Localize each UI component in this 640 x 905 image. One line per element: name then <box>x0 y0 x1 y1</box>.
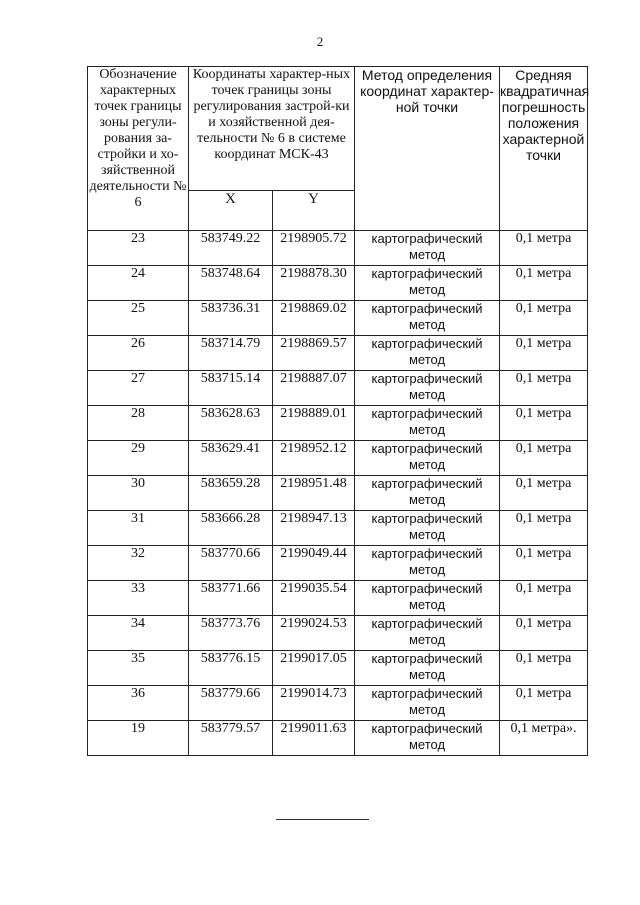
point-cell: 32 <box>88 546 189 581</box>
y-coordinate-cell: 2199035.54 <box>273 581 355 616</box>
header-method: Метод определения координат характер-ной точки <box>355 67 500 231</box>
table-row <box>88 336 588 371</box>
x-coordinate-cell: 583714.79 <box>189 336 273 371</box>
point-cell: 24 <box>88 266 189 301</box>
table-row <box>88 266 588 301</box>
method-cell: картографический метод <box>355 651 500 686</box>
page-number: 2 <box>316 34 324 49</box>
method-cell: картографический метод <box>355 371 500 406</box>
accuracy-cell: 0,1 метра <box>500 266 588 301</box>
point-cell: 25 <box>88 301 189 336</box>
point-cell: 26 <box>88 336 189 371</box>
y-coordinate-cell: 2198947.13 <box>273 511 355 546</box>
table-row <box>88 581 588 616</box>
footer-divider <box>276 819 369 820</box>
method-cell: картографический метод <box>355 406 500 441</box>
accuracy-cell: 0,1 метра». <box>500 721 588 756</box>
table-row <box>88 441 588 476</box>
method-cell: картографический метод <box>355 266 500 301</box>
y-coordinate-cell: 2198951.48 <box>273 476 355 511</box>
accuracy-cell: 0,1 метра <box>500 476 588 511</box>
x-coordinate-cell: 583748.64 <box>189 266 273 301</box>
table-row <box>88 721 588 756</box>
method-cell: картографический метод <box>355 511 500 546</box>
y-coordinate-cell: 2198869.57 <box>273 336 355 371</box>
y-coordinate-cell: 2198878.30 <box>273 266 355 301</box>
header-coordinates: Координаты характер-ных точек границы зоны регулирования застрой-ки и хозяйственной дея-тельности № 6 в системе координат МСК-43 <box>189 67 355 191</box>
accuracy-cell: 0,1 метра <box>500 546 588 581</box>
y-coordinate-cell: 2199014.73 <box>273 686 355 721</box>
point-cell: 36 <box>88 686 189 721</box>
method-cell: картографический метод <box>355 616 500 651</box>
method-cell: картографический метод <box>355 581 500 616</box>
header-point-designation: Обозначение характерных точек границы зоны регули-рования за-стройки и хо-зяйственной деятельности № 6 <box>88 67 189 231</box>
x-coordinate-cell: 583770.66 <box>189 546 273 581</box>
point-cell: 19 <box>88 721 189 756</box>
table-row <box>88 406 588 441</box>
method-cell: картографический метод <box>355 686 500 721</box>
x-coordinate-cell: 583779.57 <box>189 721 273 756</box>
table-row <box>88 546 588 581</box>
method-cell: картографический метод <box>355 441 500 476</box>
y-coordinate-cell: 2198869.02 <box>273 301 355 336</box>
point-cell: 34 <box>88 616 189 651</box>
x-coordinate-cell: 583779.66 <box>189 686 273 721</box>
table-row <box>88 476 588 511</box>
x-coordinate-cell: 583776.15 <box>189 651 273 686</box>
point-cell: 33 <box>88 581 189 616</box>
x-coordinate-cell: 583771.66 <box>189 581 273 616</box>
point-cell: 29 <box>88 441 189 476</box>
method-cell: картографический метод <box>355 336 500 371</box>
table-row <box>88 651 588 686</box>
accuracy-cell: 0,1 метра <box>500 371 588 406</box>
y-coordinate-cell: 2198905.72 <box>273 231 355 266</box>
y-coordinate-cell: 2198889.01 <box>273 406 355 441</box>
point-cell: 28 <box>88 406 189 441</box>
method-cell: картографический метод <box>355 476 500 511</box>
accuracy-cell: 0,1 метра <box>500 511 588 546</box>
method-cell: картографический метод <box>355 721 500 756</box>
accuracy-cell: 0,1 метра <box>500 686 588 721</box>
y-coordinate-cell: 2199017.05 <box>273 651 355 686</box>
table-row <box>88 686 588 721</box>
accuracy-cell: 0,1 метра <box>500 231 588 266</box>
x-coordinate-cell: 583629.41 <box>189 441 273 476</box>
y-coordinate-cell: 2198952.12 <box>273 441 355 476</box>
point-cell: 35 <box>88 651 189 686</box>
x-coordinate-cell: 583666.28 <box>189 511 273 546</box>
accuracy-cell: 0,1 метра <box>500 651 588 686</box>
point-cell: 30 <box>88 476 189 511</box>
x-coordinate-cell: 583773.76 <box>189 616 273 651</box>
x-coordinate-cell: 583749.22 <box>189 231 273 266</box>
coordinates-table <box>87 66 588 756</box>
accuracy-cell: 0,1 метра <box>500 616 588 651</box>
point-cell: 23 <box>88 231 189 266</box>
table-row <box>88 371 588 406</box>
y-coordinate-cell: 2199024.53 <box>273 616 355 651</box>
accuracy-cell: 0,1 метра <box>500 336 588 371</box>
table-row <box>88 231 588 266</box>
method-cell: картографический метод <box>355 546 500 581</box>
y-coordinate-cell: 2199049.44 <box>273 546 355 581</box>
table-row <box>88 301 588 336</box>
header-accuracy: Средняя квадратичная погрешность положения характерной точки <box>500 67 588 231</box>
accuracy-cell: 0,1 метра <box>500 301 588 336</box>
x-coordinate-cell: 583659.28 <box>189 476 273 511</box>
point-cell: 31 <box>88 511 189 546</box>
header-y: Y <box>273 191 355 231</box>
accuracy-cell: 0,1 метра <box>500 581 588 616</box>
table-row <box>88 616 588 651</box>
accuracy-cell: 0,1 метра <box>500 406 588 441</box>
point-cell: 27 <box>88 371 189 406</box>
y-coordinate-cell: 2199011.63 <box>273 721 355 756</box>
table-body <box>88 231 588 756</box>
x-coordinate-cell: 583715.14 <box>189 371 273 406</box>
y-coordinate-cell: 2198887.07 <box>273 371 355 406</box>
x-coordinate-cell: 583628.63 <box>189 406 273 441</box>
method-cell: картографический метод <box>355 231 500 266</box>
table-row <box>88 511 588 546</box>
method-cell: картографический метод <box>355 301 500 336</box>
accuracy-cell: 0,1 метра <box>500 441 588 476</box>
x-coordinate-cell: 583736.31 <box>189 301 273 336</box>
header-x: X <box>189 191 273 231</box>
